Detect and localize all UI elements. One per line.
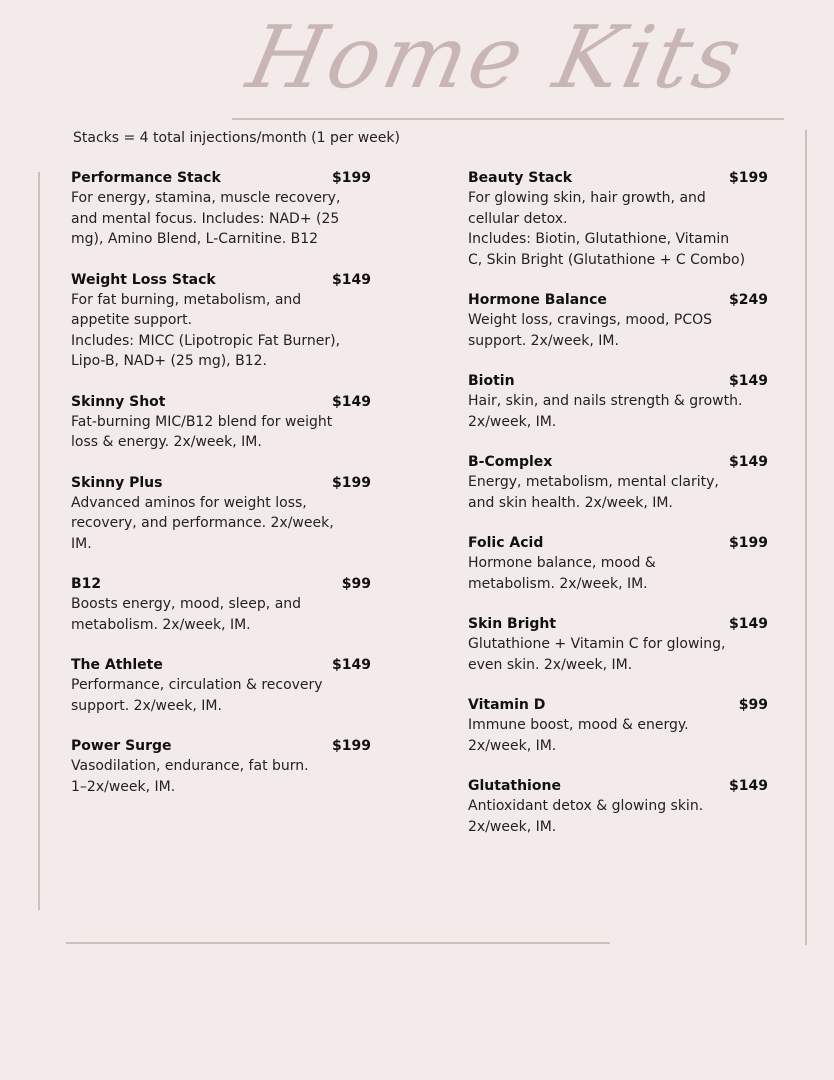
menu-item-price: $199	[729, 535, 768, 551]
menu-item-header	[468, 533, 768, 553]
menu-item-description: Energy, metabolism, mental clarity, and skin health. 2x/week, IM.	[468, 474, 719, 511]
menu-item-header	[71, 736, 371, 756]
page-subtitle: Stacks = 4 total injections/month (1 per week)	[73, 130, 400, 146]
menu-item	[468, 776, 768, 837]
menu-item-header	[71, 574, 371, 594]
menu-item-description: Advanced aminos for weight loss, recovery, and performance. 2x/week, IM.	[71, 494, 334, 552]
menu-item-description: Weight loss, cravings, mood, PCOS support. 2x/week, IM.	[468, 312, 713, 349]
menu-item-header	[468, 371, 768, 391]
menu-item	[468, 371, 768, 432]
menu-item	[468, 452, 768, 513]
menu-item-name: The Athlete	[71, 657, 163, 673]
menu-item-price: $149	[729, 373, 768, 389]
menu-item-price: $199	[332, 738, 371, 754]
menu-item-price: $199	[729, 170, 768, 186]
menu-item-header	[468, 695, 768, 715]
menu-item-header	[71, 270, 371, 290]
menu-item-header	[71, 168, 371, 188]
menu-item-price: $149	[729, 778, 768, 794]
menu-item-price: $99	[738, 697, 768, 713]
menu-item-price: $149	[729, 616, 768, 632]
menu-item-name: Power Surge	[71, 738, 172, 754]
menu-item-name: Weight Loss Stack	[71, 271, 216, 288]
menu-item-description: Fat-burning MIC/B12 blend for weight loss & energy. 2x/week, IM.	[71, 413, 333, 450]
menu-item-header	[468, 452, 768, 472]
menu-item-description: Glutathione + Vitamin C for glowing, even skin. 2x/week, IM.	[468, 636, 726, 673]
menu-item	[71, 270, 371, 372]
menu-item-price: $149	[332, 271, 371, 288]
menu-item-description: For energy, stamina, muscle recovery, and mental focus. Includes: NAD+ (25 mg), Amino Blend, L-Carnitine. B12	[71, 190, 341, 247]
menu-item	[71, 574, 371, 635]
menu-item-description: Hormone balance, mood & metabolism. 2x/week, IM.	[468, 555, 656, 592]
right-column	[468, 168, 768, 857]
menu-item-description: Boosts energy, mood, sleep, and metabolism. 2x/week, IM.	[71, 596, 302, 633]
menu-item-name: B12	[71, 576, 102, 592]
menu-item-price: $199	[332, 170, 371, 186]
menu-item-name: Folic Acid	[468, 535, 544, 551]
right-border-line	[805, 130, 807, 945]
menu-item	[468, 695, 768, 756]
menu-item-price: $149	[729, 454, 768, 470]
menu-item	[468, 168, 768, 270]
menu-item-header	[468, 614, 768, 634]
menu-item-header	[468, 776, 768, 796]
menu-item	[71, 473, 371, 555]
menu-item-description: Vasodilation, endurance, fat burn. 1–2x/week, IM.	[71, 758, 309, 795]
menu-item-price: $149	[332, 657, 371, 673]
menu-item-name: Performance Stack	[71, 170, 221, 186]
menu-item-price: $99	[341, 576, 371, 592]
title-underline	[232, 118, 784, 120]
menu-item-description: Performance, circulation & recovery support. 2x/week, IM.	[71, 677, 323, 714]
menu-item-header	[71, 392, 371, 412]
page-title: Home Kits	[239, 8, 754, 108]
menu-item-price: $149	[332, 393, 371, 410]
menu-item-name: Skin Bright	[468, 616, 557, 632]
menu-item-name: Vitamin D	[468, 697, 546, 713]
left-border-line	[38, 172, 40, 910]
menu-item-name: Skinny Plus	[71, 474, 163, 491]
menu-item	[71, 392, 371, 453]
menu-item-name: B-Complex	[468, 454, 553, 470]
menu-item-description: Antioxidant detox & glowing skin. 2x/week, IM.	[468, 798, 704, 835]
menu-item-name: Skinny Shot	[71, 393, 166, 410]
menu-item-description: Hair, skin, and nails strength & growth. 2x/week, IM.	[468, 393, 743, 430]
menu-item	[468, 290, 768, 351]
menu-item-name: Glutathione	[468, 778, 561, 794]
menu-item-price: $249	[729, 292, 768, 308]
menu-item-header	[71, 473, 371, 493]
menu-item	[468, 533, 768, 594]
menu-item-name: Biotin	[468, 373, 515, 389]
menu-item-header	[468, 168, 768, 188]
menu-item-price: $199	[332, 474, 371, 491]
menu-item-name: Hormone Balance	[468, 292, 607, 308]
menu-item-header	[71, 655, 371, 675]
menu-item	[468, 614, 768, 675]
bottom-border-line	[66, 942, 610, 944]
menu-item	[71, 736, 371, 797]
left-column	[71, 168, 371, 817]
menu-item-description: Immune boost, mood & energy. 2x/week, IM.	[468, 717, 689, 754]
page-title-area	[0, 0, 834, 130]
menu-item	[71, 168, 371, 250]
menu-item-header	[468, 290, 768, 310]
menu-item-name: Beauty Stack	[468, 170, 573, 186]
menu-item	[71, 655, 371, 716]
menu-item-description: For fat burning, metabolism, and appetite support. Includes: MICC (Lipotropic Fat Burner), Lipo-B, NAD+ (25 mg), B12.	[71, 291, 341, 369]
menu-item-description: For glowing skin, hair growth, and cellular detox. Includes: Biotin, Glutathione, Vitamin C, Skin Bright (Glutathione + C Combo)	[468, 190, 746, 268]
